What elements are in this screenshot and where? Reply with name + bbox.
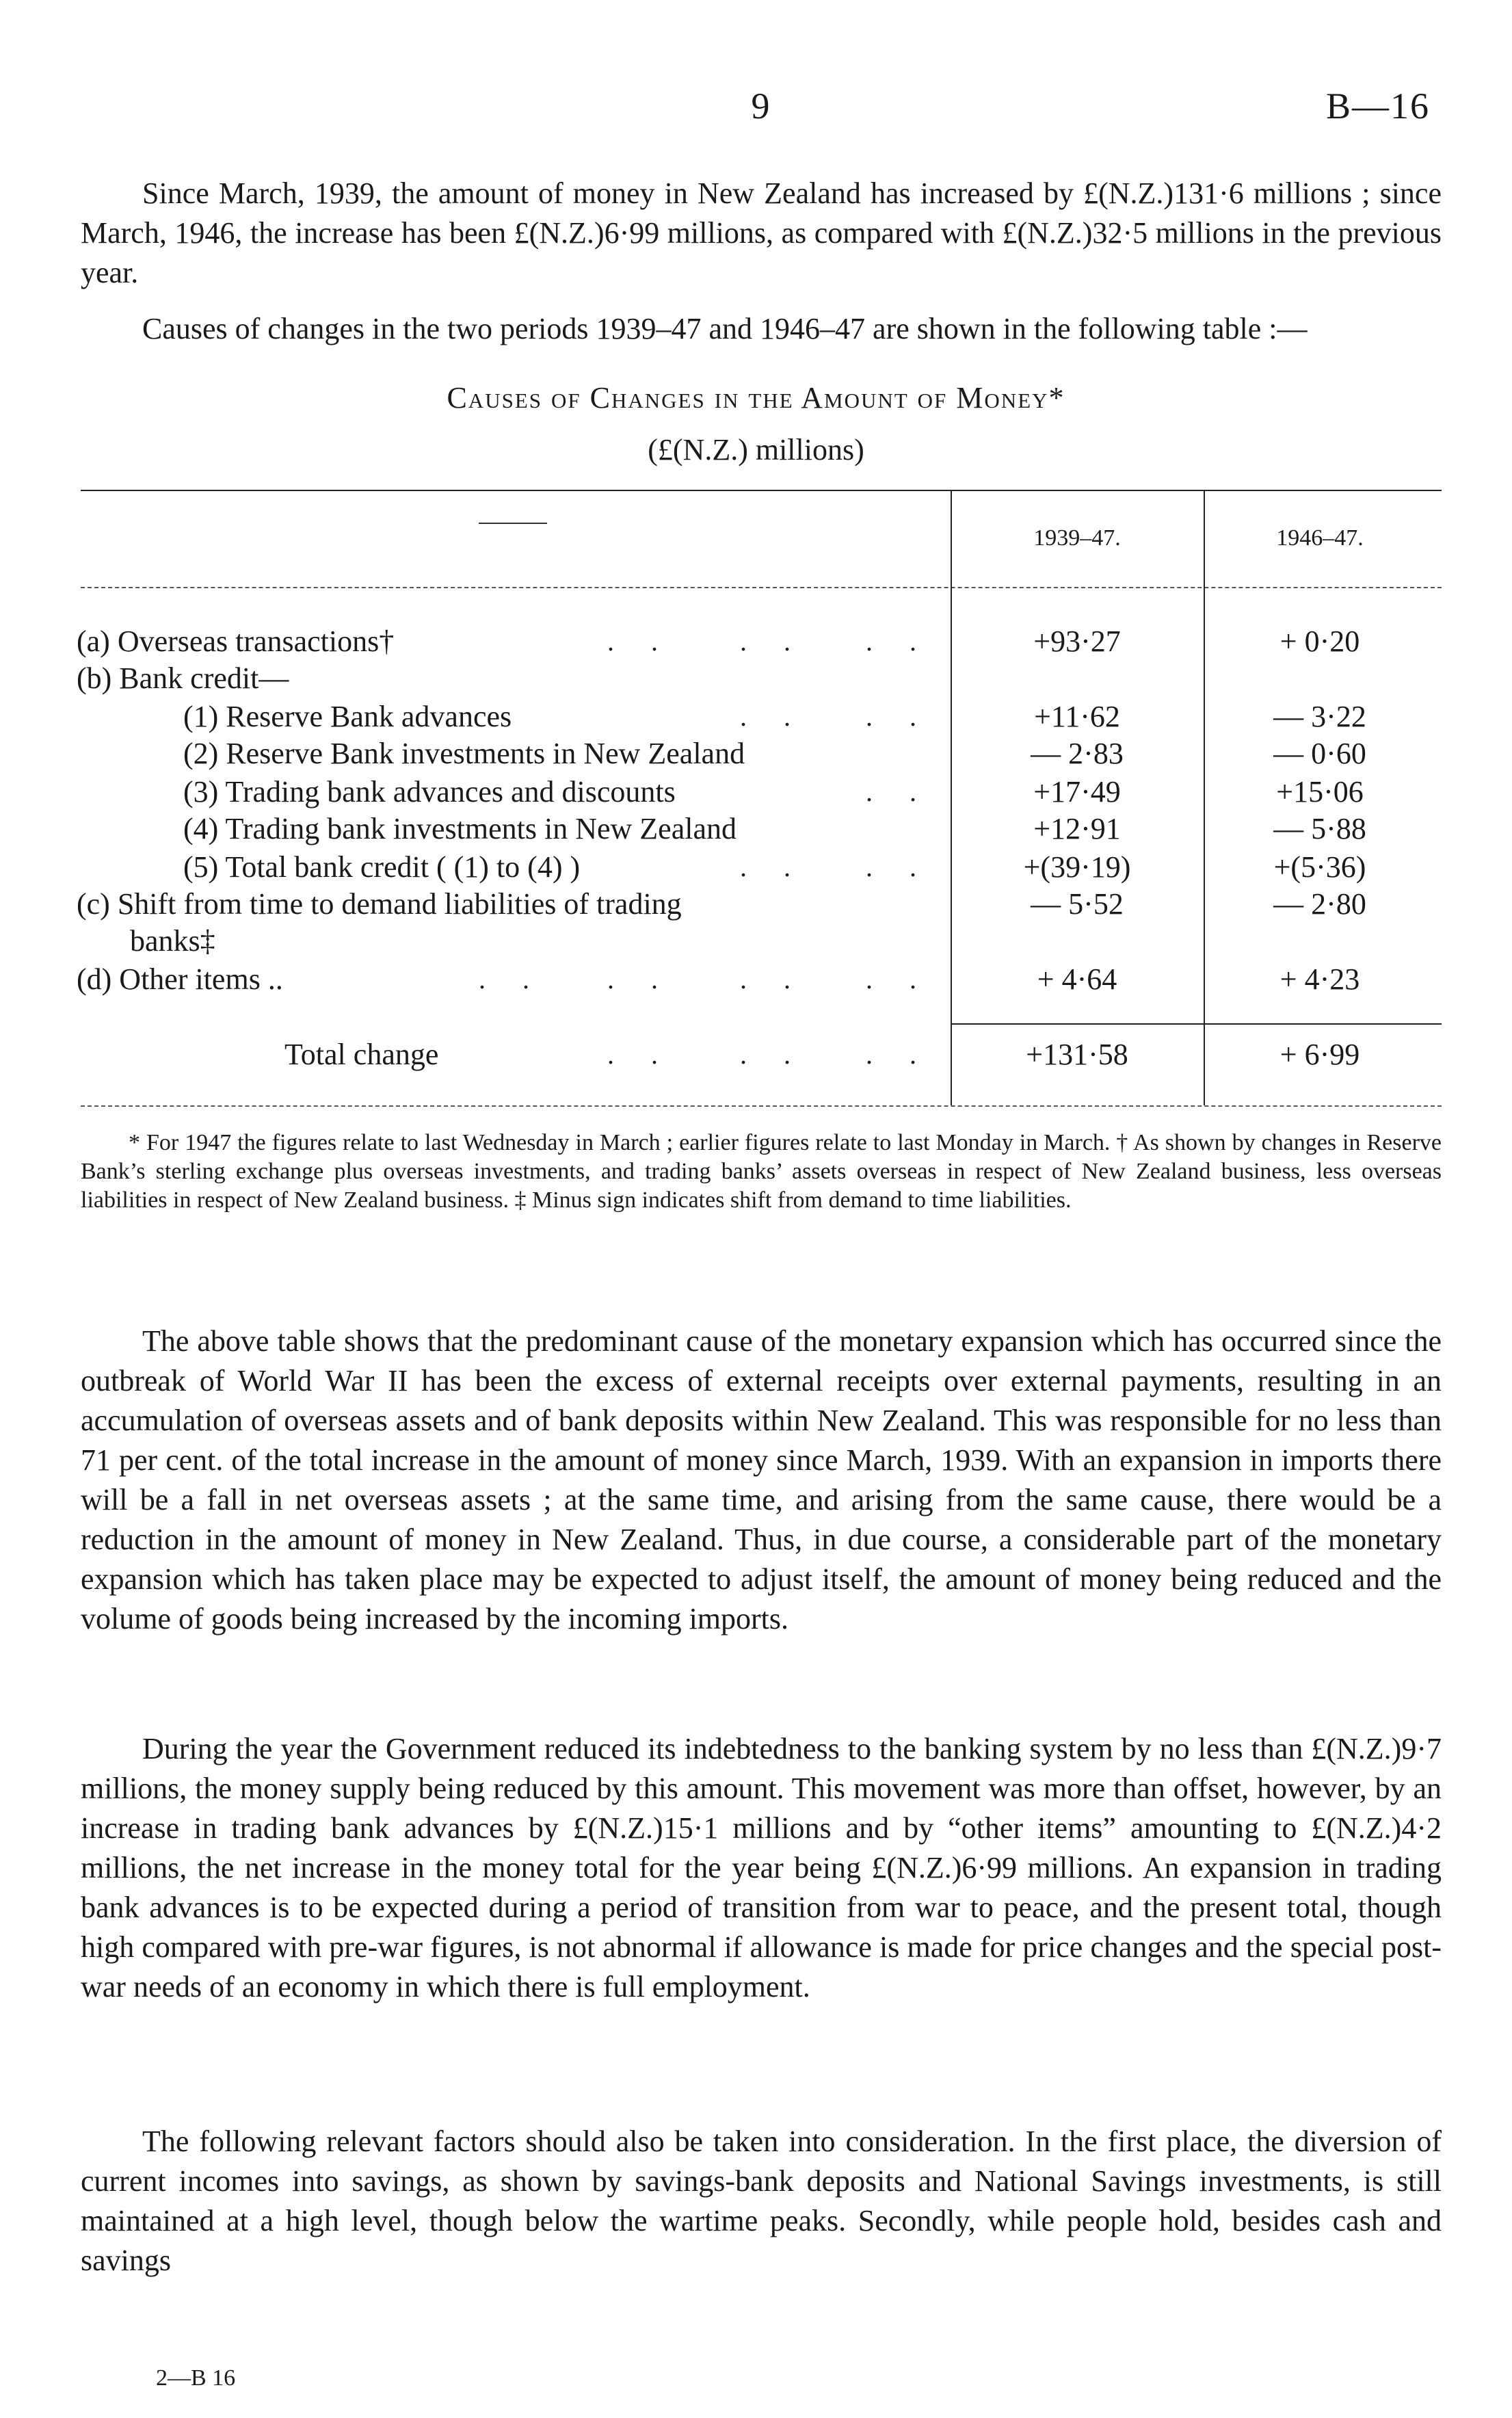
total-label: Total change (284, 1038, 439, 1071)
document-reference: B—16 (1325, 86, 1430, 127)
dot-leader: . . (866, 776, 931, 807)
value-1946-47: +15·06 (1276, 775, 1364, 809)
total-1939-47: +131·58 (1026, 1038, 1128, 1071)
value-1946-47: — 5·88 (1273, 812, 1366, 845)
value-1946-47: + 4·23 (1279, 962, 1360, 996)
factors-paragraph: The following relevant factors should also be taken into consideration. In the first place, the diversion of current incomes into savings, as shown by savings-bank deposits and National Savings investments, is still maintained at a high level, though below the wartime peaks. Secondly, while people hold, besides cash and savings (81, 2125, 1442, 2277)
header-dash (479, 523, 547, 524)
dot-leader: . . (866, 626, 931, 657)
row-label: (1) Reserve Bank advances (183, 700, 512, 733)
dot-leader: . . (740, 626, 806, 657)
value-1939-47: +11·62 (1034, 700, 1120, 733)
table-bottom-rule (81, 1105, 1442, 1107)
row-label-continuation: banks‡ (130, 924, 215, 958)
table-top-rule (81, 490, 1442, 491)
value-1946-47: — 3·22 (1273, 700, 1366, 733)
analysis-paragraph: The above table shows that the predominant cause of the monetary expansion which has occurred since the outbreak of World War II has been the excess of external receipts over external payments, resulting in an accumulation of overseas assets and of bank deposits within New Zealand. This was responsible for no less than 71 per cent. of the total increase in the amount of money since March, 1939. With an expansion in imports there will be a fall in net overseas assets ; at the same time, and arising from the same cause, there would be a reduction in the amount of money in New Zealand. Thus, in due course, a considerable part of the monetary expansion which has taken place may be expected to adjust itself, the amount of money being reduced and the volume of goods being increased by the incoming imports. (81, 1324, 1442, 1635)
value-1946-47: — 2·80 (1273, 887, 1366, 921)
dot-leader: . . (479, 964, 544, 995)
value-1939-47: — 5·52 (1031, 887, 1124, 921)
dot-leader: . . (740, 1039, 806, 1070)
row-label: (3) Trading bank advances and discounts (183, 775, 676, 809)
dot-leader: . . (866, 701, 931, 732)
row-label: (5) Total bank credit ( (1) to (4) ) (183, 850, 581, 884)
table-title: Causes of Changes in the Amount of Money* (447, 381, 1065, 415)
dot-leader: . . (866, 852, 931, 882)
dot-leader: . . (866, 964, 931, 995)
intro-paragraph: Since March, 1939, the amount of money in New Zealand has increased by £(N.Z.)131·6 millions ; since March, 1946, the increase has been £(N.Z.)6·99 millions, as compared with £(N.Z.)32·5 millions in the previous year. (81, 176, 1442, 289)
value-1939-47: +93·27 (1033, 625, 1121, 658)
value-1946-47: — 0·60 (1273, 737, 1366, 770)
value-1946-47: +(5·36) (1273, 850, 1366, 884)
dot-leader: . . (607, 1039, 673, 1070)
row-label: (d) Other items .. (77, 962, 283, 996)
total-1946-47: + 6·99 (1279, 1038, 1360, 1071)
row-label: (4) Trading bank investments in New Zealand (183, 812, 737, 845)
table-header-rule (81, 587, 1442, 588)
total-sum-rule (951, 1023, 1442, 1025)
table-intro-paragraph: Causes of changes in the two periods 1939–47 and 1946–47 are shown in the following table :— (142, 312, 1308, 345)
column-header-1946-47: 1946–47. (1276, 525, 1364, 551)
row-label: (c) Shift from time to demand liabilities of trading (77, 887, 682, 921)
value-1939-47: +17·49 (1033, 775, 1121, 809)
dot-leader: . . (607, 964, 673, 995)
row-label: (b) Bank credit— (77, 661, 289, 695)
value-1939-47: +(39·19) (1023, 850, 1131, 884)
value-1939-47: +12·91 (1033, 812, 1121, 845)
row-label: (a) Overseas transactions† (77, 625, 395, 658)
row-label: (2) Reserve Bank investments in New Zealand (183, 737, 745, 770)
table-unit: (£(N.Z.) millions) (648, 433, 864, 466)
government-paragraph: During the year the Government reduced its indebtedness to the banking system by no less than £(N.Z.)9·7 millions, the money supply being reduced by this amount. This movement was more than offset, however, by an increase in trading bank advances by £(N.Z.)15·1 millions and by “other items” amounting to £(N.Z.)4·2 millions, the net increase in the money total for the year being £(N.Z.)6·99 millions. An expansion in trading bank advances is to be expected during a period of transition from war to peace, and the present total, though high compared with pre-war figures, is not abnormal if allowance is made for price changes and the special post-war needs of an economy in which there is full employment. (81, 1732, 1442, 2003)
table-footnotes: * For 1947 the figures relate to last Wednesday in March ; earlier figures relate to last Monday in March. † As shown by changes in Reserve Bank’s sterling exchange plus overseas investments, and trading banks’ assets overseas in respect of New Zealand business, less overseas liabilities in respect of New Zealand business. ‡ Minus sign indicates shift from demand to time liabilities. (81, 1130, 1442, 1213)
value-1939-47: + 4·64 (1037, 962, 1117, 996)
printer-signature: 2—B 16 (156, 2365, 236, 2391)
dot-leader: . . (607, 626, 673, 657)
value-1939-47: — 2·83 (1031, 737, 1124, 770)
dot-leader: . . (740, 701, 806, 732)
value-1946-47: + 0·20 (1279, 625, 1360, 658)
page-number: 9 (751, 86, 770, 127)
dot-leader: . . (740, 964, 806, 995)
dot-leader: . . (740, 852, 806, 882)
dot-leader: . . (866, 1039, 931, 1070)
column-header-1939-47: 1939–47. (1033, 525, 1121, 551)
